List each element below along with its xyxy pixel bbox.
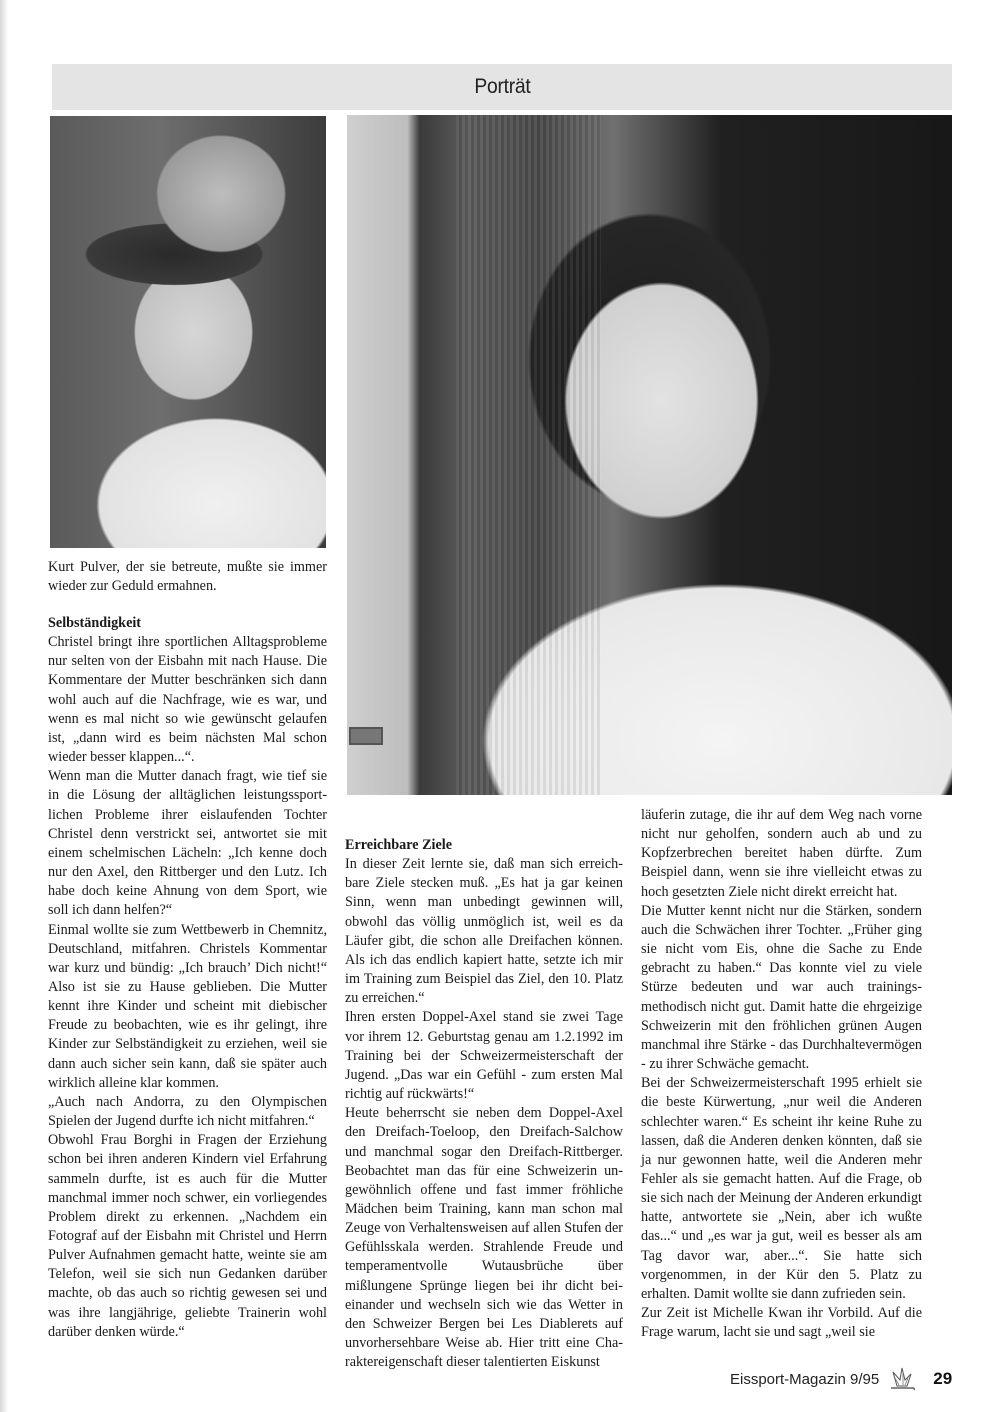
photo-caption (48, 558, 327, 596)
scan-edge (0, 0, 8, 1412)
page-footer (730, 1367, 952, 1391)
paragraph: Die Mutter kennt nicht nur die Stärken, sondern auch die Schwächen ihrer Tochter. „Früher ging sie nicht vom Eis, ohne die Sache zu Ende gebracht zu haben.“ Das konnte viel zu viele Stürze bedeuten und war auch trainingsmethodisch nicht gut. Damit hatte die ehrgeizige Schweizerin mit den fröhlichen grünen Augen manchmal ihre Stärke - das Durchhaltevermögen - zu ihrer Schwäche gemacht. (641, 902, 922, 1073)
article-column-1 (48, 614, 327, 1342)
door-handle (349, 727, 383, 745)
paragraph: Einmal wollte sie zum Wettbewerb in Chemnitz, Deutschland, mitfahren. Christels Kommentar war kurz und bündig: „Ich brauch’ Dich nicht!“ Also ist sie zu Hause geblieben. Die Mutter kennt ihre Kinder und scheint mit diebischer Freude zu beobachten, wie es ihr gelingt, ihre Kinder zur Selbständigkeit zu erziehen, weil sie dann auch sicher sein kann, daß sie später auch wirklich alleine klar kommen. (48, 921, 327, 1091)
magazine-issue: Eissport-Magazin 9/95 (730, 1370, 880, 1388)
portrait-photo-cap (50, 116, 326, 548)
paragraph: Zur Zeit ist Michelle Kwan ihr Vorbild. Auf die Frage warum, lacht sie und sagt „weil sie (641, 1305, 922, 1341)
paragraph: „Auch nach Andorra, zu den Olympischen Spielen der Jugend durfte ich nicht mitfahren.“ (48, 1093, 327, 1130)
article-column-2 (345, 836, 623, 1372)
section-title: Porträt (473, 75, 531, 98)
paragraph: läuferin zutage, die ihr auf dem Weg nach vorne nicht nur geholfen, sondern auch ab und zu Kopfzerbrechen bereitet haben dürfte. Zum Beispiel dann, wenn sie ihre vielleicht etwas zu hoch gesetzten Ziele nicht direkt erreicht hat. (641, 807, 922, 900)
portrait-photo-main (347, 115, 952, 795)
section-header (52, 64, 952, 110)
caption-text: Kurt Pulver, der sie betreute, mußte sie immer wieder zur Geduld ermahnen. (48, 559, 327, 595)
paragraph: Obwohl Frau Borghi in Fragen der Erziehung schon bei ihren anderen Kindern viel Erfahrung sammeln durfte, ist es auch für die Mutter manchmal immer noch schwer, ein vorliegendes Problem direkt zu erkennen. „Nachdem ein Fotograf auf der Eisbahn mit Christel und Herrn Pulver Aufnahmen gemacht hatte, weinte sie am Telefon, weil sie sich nun Gedanken darüber machte, ob das auch so richtig gewesen sei und was ihre langjährige, geliebte Trainerin wohl darüber denken würde.“ (48, 1132, 327, 1340)
paragraph: Bei der Schweizermeisterschaft 1995 erhielt sie die beste Kürwertung, „nur weil die Anderen schlechter waren.“ Es scheint ihr keine Ruhe zu lassen, daß die Anderen denken könnten, daß sie ja nur gewonnen hatte, weil die Anderen mehr Fehler als sie gemacht hatten. Auf die Frage, ob sie sich nach der Meinung der Anderen erkundigt hatte, antwortete sie „Nein, aber ich wußte das...“ und „es war ja gut, weil es besser als am Tag davor war, aber...“. Sie hatte sich vorgenommen, in der Kür den 5. Platz zu erhalten. Damit wollte sie dann zufrieden sein. (641, 1075, 922, 1302)
paragraph: In dieser Zeit lernte sie, daß man sich erreichbare Ziele stecken muß. „Es hat ja gar keinen Sinn, wenn man unbedingt gewinnen will, obwohl das völlig unmöglich ist, weil es da Läufer gibt, die schon alle Dreifachen können. Als ich das endlich kapiert hatte, setzte ich mir im Training zum Beispiel das Ziel, den 10. Platz zu erreichen.“ (345, 856, 623, 1007)
subheading-erreichbare-ziele: Erreichbare Ziele (345, 837, 453, 853)
paragraph: Wenn man die Mutter danach fragt, wie tief sie in die Lösung der alltäglichen leistungssportlichen Probleme ihrer eislaufenden Tochter Christel denn verstrickt sei, antwortet sie mit einem schelmischen Lächeln: „Ich kenne doch nur den Axel, den Rittberger und den Lutz. Ich habe doch keine Ahnung von dem Sport, wie soll ich dann helfen?“ (48, 768, 327, 919)
skate-logo-icon (887, 1366, 917, 1392)
page-number: 29 (933, 1369, 953, 1388)
door-texture (456, 115, 601, 795)
paragraph: Heute beherrscht sie neben dem Doppel-Axel den Dreifach-Toeloop, den Dreifach-Salchow und manchmal sogar den Dreifach-Rittberger. Beobachtet man das für eine Schweizerin ungewöhnlich offene und fast immer fröhliche Mädchen beim Training, kann man schon mal Zeuge von Verhaltensweisen auf allen Stufen der Gefühlsskala werden. Strahlende Freude und temperamentvolle Wutausbrüche über mißlungene Sprünge liegen bei ihr dicht beieinander und wechseln sich wie das Wetter in den Schweizer Bergen bei Les Diablerets auf unvorhersehbare Weise ab. Hier tritt eine Charaktereigenschaft dieser talentierten Eiskunst (345, 1105, 623, 1371)
paragraph: Christel bringt ihre sportlichen Alltagsprobleme nur selten von der Eisbahn mit nach Hause. Die Kommentare der Mutter beschränken sich dann wohl auch auf die Nachfrage, wie es war, und wenn es mal nicht so wie gewünscht gelaufen ist, „dann wird es beim nächsten Mal schon wieder besser klappen...“. (48, 634, 327, 766)
paragraph: Ihren ersten Doppel-Axel stand sie zwei Tage vor ihrem 12. Geburtstag genau am 1.2.1992 im Training bei der Schweizermeisterschaft der Jugend. „Das war ein Gefühl - zum ersten Mal richtig auf rückwärts!“ (345, 1009, 623, 1103)
subheading-selbstaendigkeit: Selbständigkeit (48, 615, 142, 631)
article-column-3 (641, 806, 922, 1342)
